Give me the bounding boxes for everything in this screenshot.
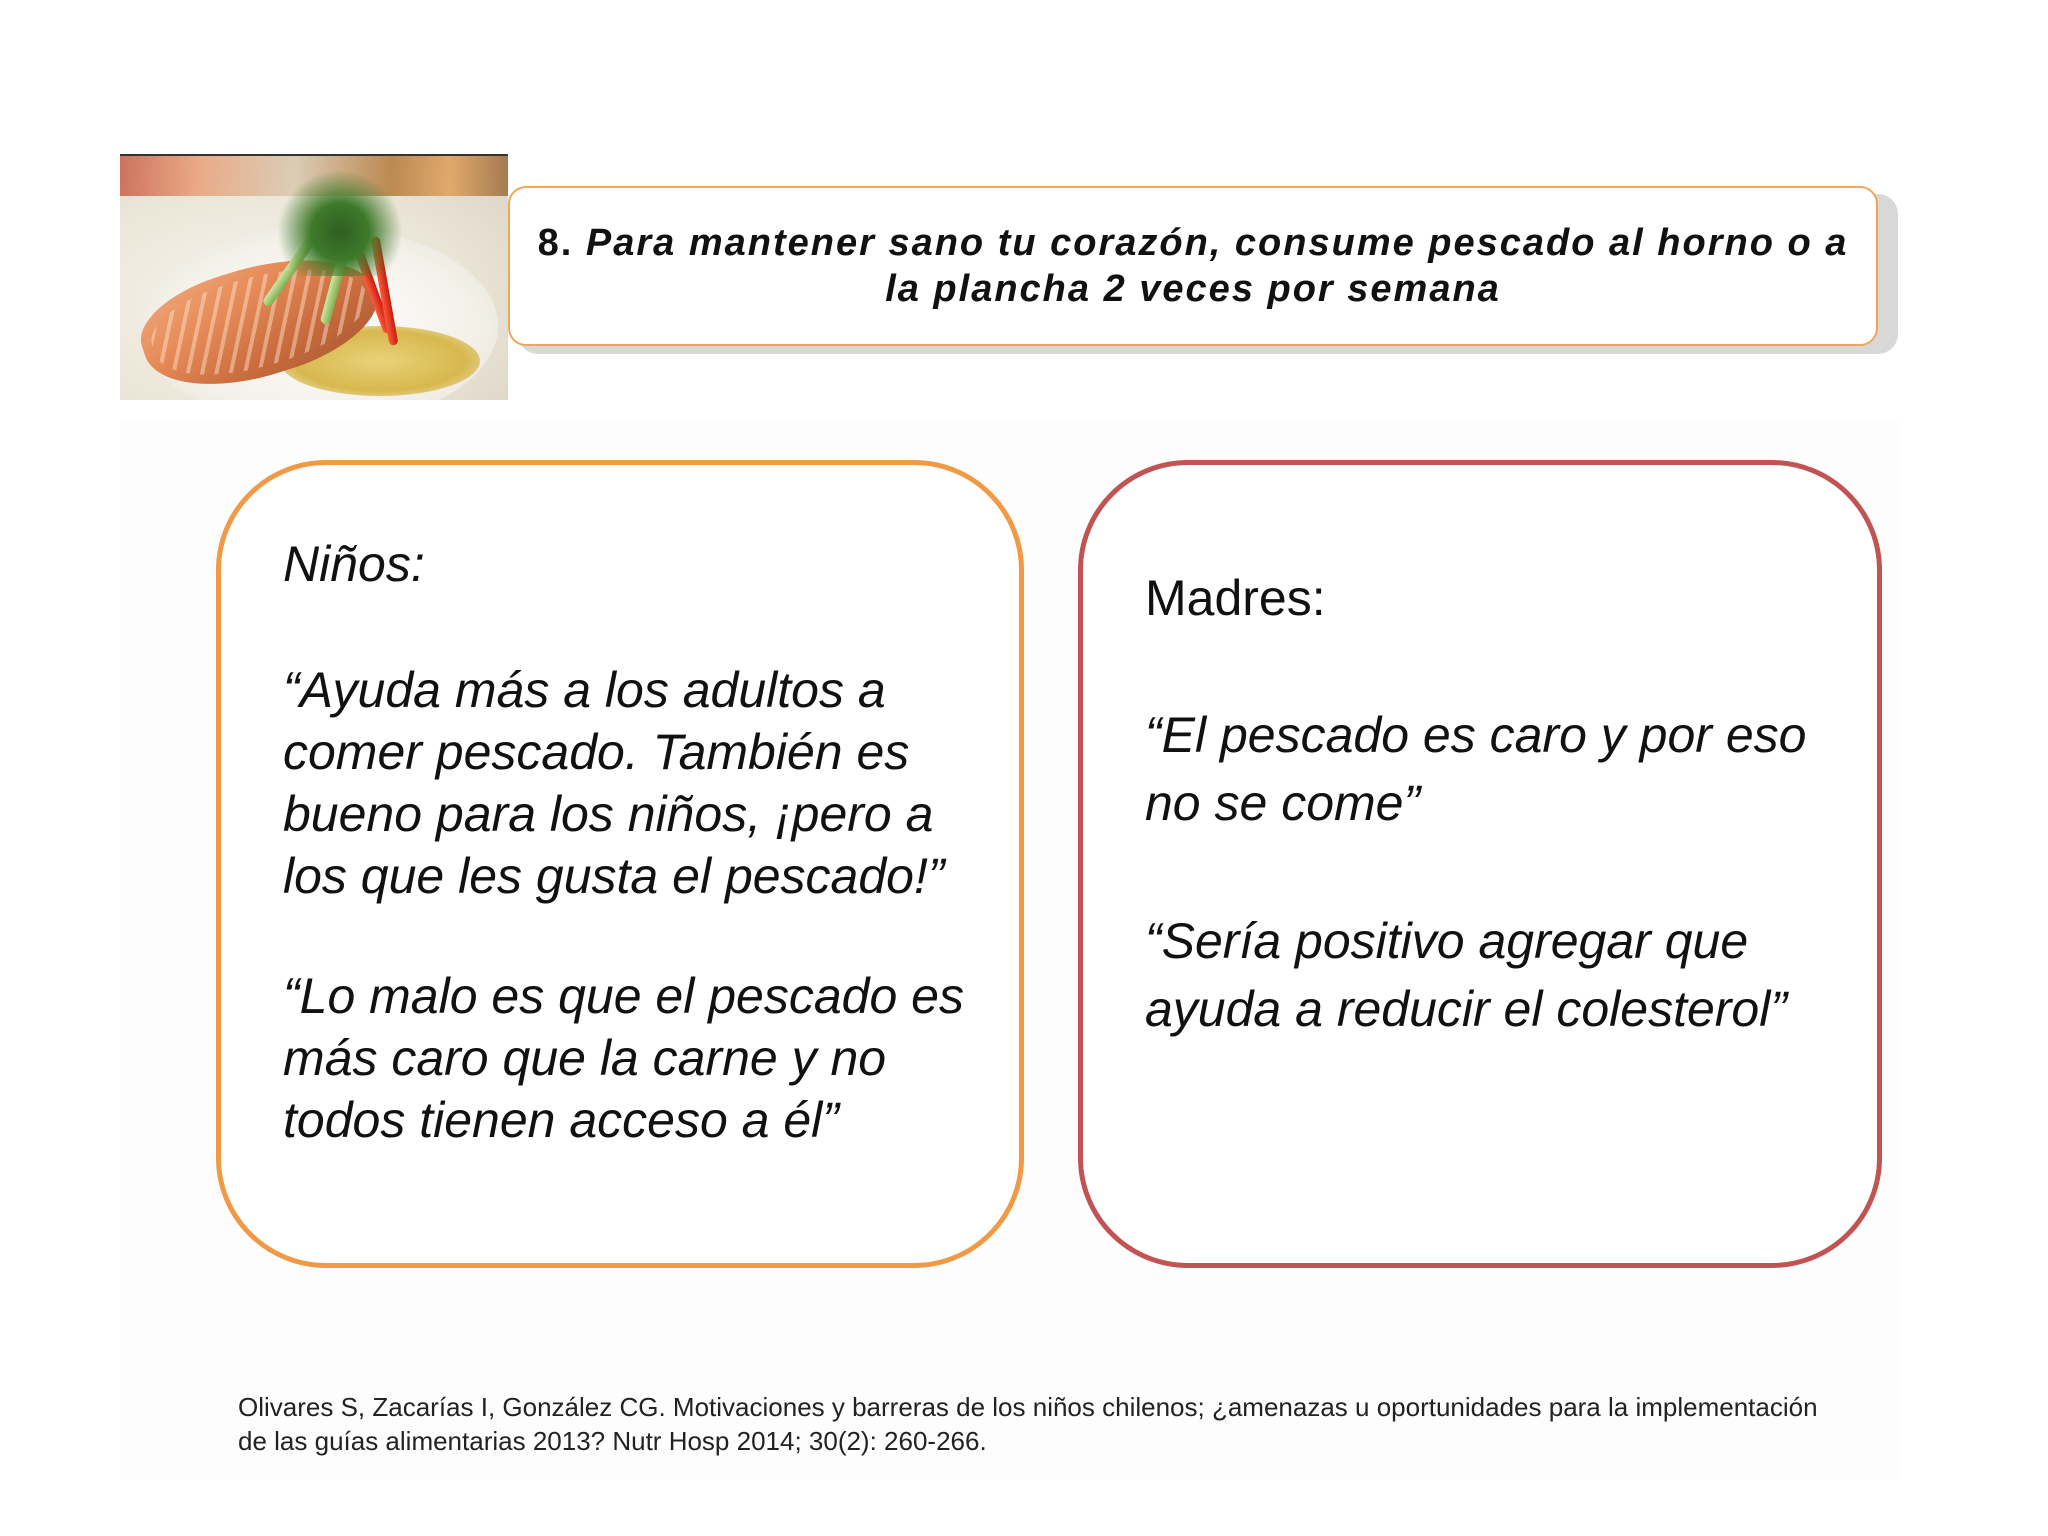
salmon-dish-photo	[120, 154, 508, 400]
slide-title	[534, 220, 1852, 312]
ninos-quote-1: “Ayuda más a los adultos a comer pescado. También es bueno para los niños, ¡pero a los que les gusta el pescado!”	[283, 662, 945, 904]
madres-quote-2: “Sería positivo agregar que ayuda a reducir el colesterol”	[1145, 913, 1787, 1037]
title-text: Para mantener sano tu corazón, consume pescado al horno o a la plancha 2 veces por semana	[585, 222, 1849, 310]
ninos-quote-2: “Lo malo es que el pescado es más caro que la carne y no todos tienen acceso a él”	[283, 968, 964, 1148]
madres-quote-1: “El pescado es caro y por eso no se come”	[1145, 707, 1807, 831]
citation: Olivares S, Zacarías I, González CG. Motivaciones y barreras de los niños chilenos; ¿amenazas u oportunidades para la implementación de las guías alimentarias 2013? Nutr Hosp 2014; 30(2): 260-266.	[238, 1392, 1818, 1456]
title-box	[508, 186, 1878, 346]
ninos-heading: Niños:	[283, 536, 425, 592]
title-number: 8.	[537, 222, 574, 264]
madres-card	[1078, 460, 1882, 1268]
madres-heading: Madres:	[1145, 570, 1326, 626]
ninos-card	[216, 460, 1024, 1268]
